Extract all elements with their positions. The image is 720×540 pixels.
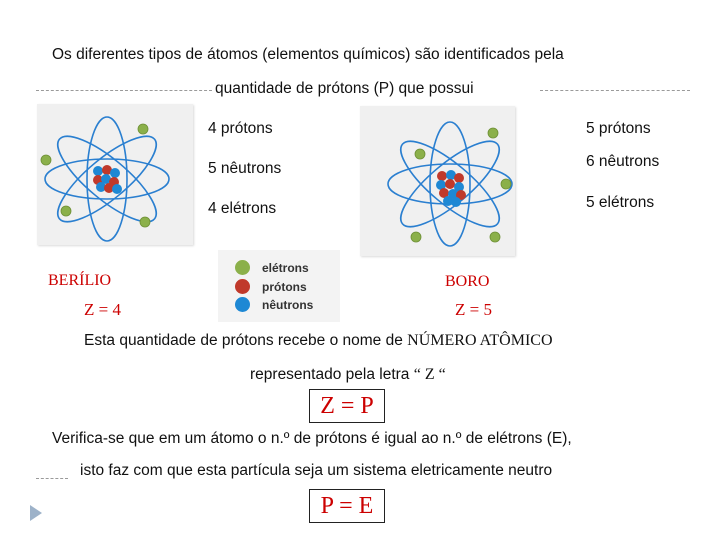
boro-protons: 5 prótons bbox=[586, 120, 651, 137]
berilio-name: BERÍLIO bbox=[48, 272, 112, 289]
berilio-protons: 4 prótons bbox=[208, 120, 273, 137]
berilio-neutrons: 5 nêutrons bbox=[208, 160, 282, 177]
boro-z: Z = 5 bbox=[455, 300, 492, 319]
proton-legend-icon bbox=[235, 279, 250, 294]
boro-atom-image bbox=[360, 106, 515, 256]
boro-electrons: 5 elétrons bbox=[586, 194, 655, 211]
header-line-1: Os diferentes tipos de átomos (elementos químicos) são identificados pela bbox=[52, 46, 564, 63]
berilio-atom-image bbox=[37, 104, 193, 245]
berilio-z: Z = 4 bbox=[84, 300, 121, 319]
symbol-prefix: representado pela letra bbox=[250, 366, 410, 383]
legend-neutrons: nêutrons bbox=[262, 298, 314, 312]
berilio-electrons: 4 elétrons bbox=[208, 200, 277, 217]
divider-left bbox=[36, 90, 212, 91]
symbol-z: “ Z “ bbox=[413, 366, 446, 383]
atom-diagram bbox=[37, 104, 193, 245]
particle-legend bbox=[218, 250, 340, 322]
boro-neutrons: 6 nêutrons bbox=[586, 153, 660, 170]
atom-diagram bbox=[360, 106, 515, 256]
neutron-legend-icon bbox=[235, 297, 250, 312]
electron-legend-icon bbox=[235, 260, 250, 275]
symbol-sentence bbox=[250, 366, 446, 384]
neutral-sentence: isto faz com que esta partícula seja um sistema eletricamente neutro bbox=[80, 462, 553, 479]
formula-p-equals-e: P = E bbox=[309, 489, 385, 523]
atomic-number-sentence bbox=[84, 332, 553, 350]
boro-name: BORO bbox=[445, 273, 490, 290]
legend-protons: prótons bbox=[262, 280, 307, 294]
formula-z-equals-p: Z = P bbox=[309, 389, 385, 423]
play-arrow-icon[interactable] bbox=[28, 504, 44, 527]
header-line-2: quantidade de prótons (P) que possui bbox=[215, 80, 474, 97]
nucleus bbox=[93, 165, 122, 194]
divider-right bbox=[540, 90, 690, 91]
legend-electrons: elétrons bbox=[262, 261, 309, 275]
divider-bottom-left bbox=[36, 478, 68, 479]
sentence-prefix: Esta quantidade de prótons recebe o nome de bbox=[84, 332, 403, 349]
term-numero-atomico: NÚMERO ATÔMICO bbox=[407, 332, 553, 349]
equality-sentence: Verifica-se que em um átomo o n.º de prótons é igual ao n.º de elétrons (E), bbox=[52, 430, 572, 447]
